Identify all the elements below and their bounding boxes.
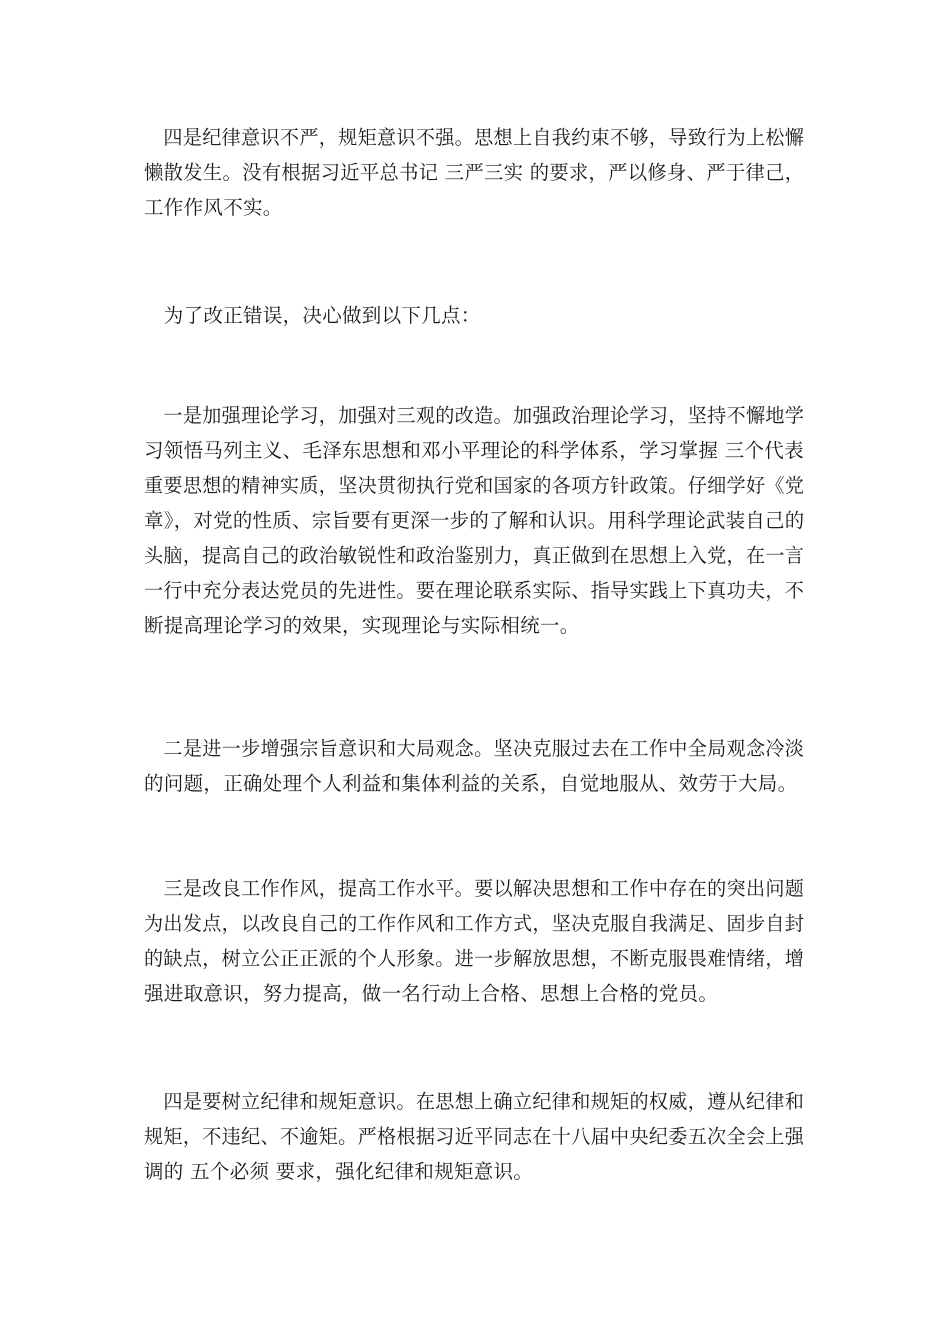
text-line: 三是改良工作作风，提高工作水平。要以解决思想和工作中存在的突出问题 — [144, 877, 805, 900]
text-line: 调的 五个必须 要求，强化纪律和规矩意识。 — [144, 1160, 534, 1183]
text-line: 的问题，正确处理个人利益和集体利益的关系，自觉地服从、效劳于大局。 — [144, 772, 798, 795]
paragraph-point-two — [144, 731, 804, 801]
text-line: 四是要树立纪律和规矩意识。在思想上确立纪律和规矩的权威，遵从纪律和 — [144, 1090, 805, 1113]
text-line: 头脑，提高自己的政治敏锐性和政治鉴别力，真正做到在思想上入党，在一言 — [144, 544, 805, 567]
text-line: 规矩，不违纪、不逾矩。严格根据习近平同志在十八届中央纪委五次全会上强 — [144, 1125, 805, 1148]
text-line: 断提高理论学习的效果，实现理论与实际相统一。 — [144, 614, 580, 637]
paragraph-point-three — [144, 871, 804, 1011]
text-line: 为出发点，以改良自己的工作作风和工作方式，坚决克服自我满足、固步自封 — [144, 912, 805, 935]
text-line: 一是加强理论学习，加强对三观的改造。加强政治理论学习，坚持不懈地学 — [144, 404, 805, 427]
text-line: 重要思想的精神实质，坚决贯彻执行党和国家的各项方针政策。仔细学好《党 — [144, 474, 805, 497]
text-line: 为了改正错误，决心做到以下几点： — [144, 304, 481, 327]
paragraph-discipline-problem — [144, 120, 804, 225]
text-line: 强进取意识，努力提高，做一名行动上合格、思想上合格的党员。 — [144, 982, 719, 1005]
text-line: 懒散发生。没有根据习近平总书记 三严三实 的要求，严以修身、严于律己， — [144, 161, 805, 184]
paragraph-point-one — [144, 398, 804, 643]
text-line: 的缺点，树立公正正派的个人形象。进一步解放思想，不断克服畏难情绪，增 — [144, 947, 805, 970]
text-line: 四是纪律意识不严，规矩意识不强。思想上自我约束不够，导致行为上松懈 — [144, 126, 805, 149]
text-line: 二是进一步增强宗旨意识和大局观念。坚决克服过去在工作中全局观念冷淡 — [144, 737, 805, 760]
text-line: 习领悟马列主义、毛泽东思想和邓小平理论的科学体系，学习掌握 三个代表 — [144, 439, 804, 462]
paragraph-point-four — [144, 1084, 804, 1189]
text-line: 一行中充分表达党员的先进性。要在理论联系实际、指导实践上下真功夫，不 — [144, 579, 805, 602]
paragraph-resolution-intro — [144, 298, 804, 333]
text-line: 章》，对党的性质、宗旨要有更深一步的了解和认识。用科学理论武装自己的 — [144, 509, 805, 532]
text-line: 工作作风不实。 — [144, 196, 283, 219]
